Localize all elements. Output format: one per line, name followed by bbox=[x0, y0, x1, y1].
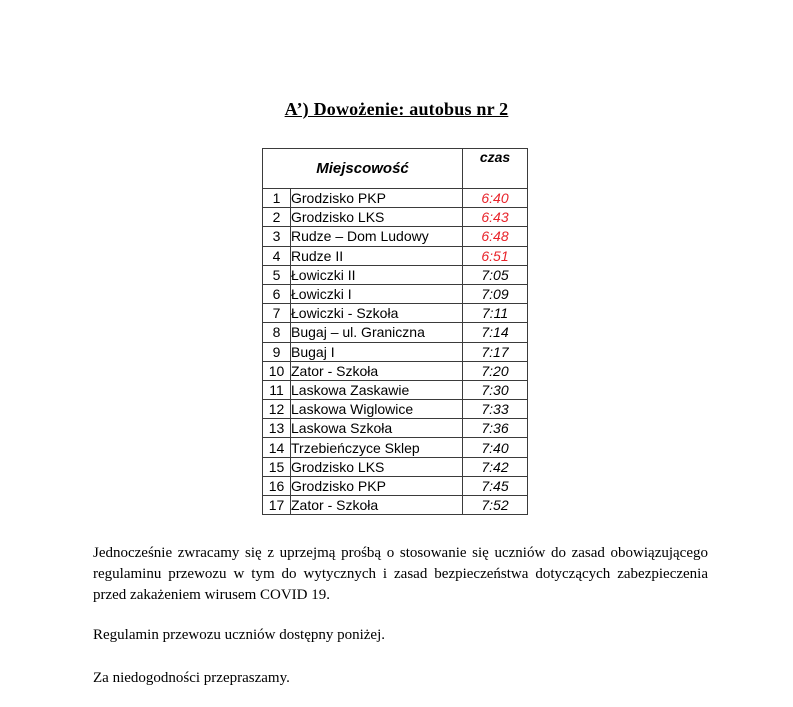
table-row bbox=[263, 323, 528, 342]
row-number: 12 bbox=[263, 400, 291, 419]
row-time: 7:14 bbox=[463, 323, 528, 342]
row-number: 5 bbox=[263, 265, 291, 284]
header-czas: czas bbox=[463, 149, 528, 189]
table-row bbox=[263, 265, 528, 284]
row-number: 1 bbox=[263, 189, 291, 208]
paragraph-apology: Za niedogodności przepraszamy. bbox=[93, 670, 290, 686]
row-number: 14 bbox=[263, 438, 291, 457]
row-place: Grodzisko LKS bbox=[291, 208, 463, 227]
row-time: 7:30 bbox=[463, 380, 528, 399]
row-place: Rudze – Dom Ludowy bbox=[291, 227, 463, 246]
row-place: Rudze II bbox=[291, 246, 463, 265]
row-time: 7:52 bbox=[463, 496, 528, 515]
header-row bbox=[263, 149, 528, 189]
row-number: 9 bbox=[263, 342, 291, 361]
row-time: 6:51 bbox=[463, 246, 528, 265]
row-time: 7:36 bbox=[463, 419, 528, 438]
row-time: 7:20 bbox=[463, 361, 528, 380]
row-time: 7:33 bbox=[463, 400, 528, 419]
row-place: Łowiczki - Szkoła bbox=[291, 304, 463, 323]
row-time: 7:45 bbox=[463, 476, 528, 495]
row-number: 7 bbox=[263, 304, 291, 323]
table-row bbox=[263, 304, 528, 323]
schedule-table bbox=[262, 148, 528, 515]
row-number: 11 bbox=[263, 380, 291, 399]
row-number: 8 bbox=[263, 323, 291, 342]
row-place: Laskowa Wiglowice bbox=[291, 400, 463, 419]
schedule-tbody bbox=[263, 189, 528, 515]
row-number: 10 bbox=[263, 361, 291, 380]
table-row bbox=[263, 457, 528, 476]
row-place: Grodzisko LKS bbox=[291, 457, 463, 476]
header-miejscowosc: Miejscowość bbox=[263, 149, 463, 189]
row-time: 7:42 bbox=[463, 457, 528, 476]
table-row bbox=[263, 380, 528, 399]
table-row bbox=[263, 246, 528, 265]
row-time: 6:40 bbox=[463, 189, 528, 208]
row-number: 3 bbox=[263, 227, 291, 246]
row-place: Bugaj – ul. Graniczna bbox=[291, 323, 463, 342]
row-number: 2 bbox=[263, 208, 291, 227]
row-number: 6 bbox=[263, 284, 291, 303]
table-row bbox=[263, 189, 528, 208]
row-place: Zator - Szkoła bbox=[291, 361, 463, 380]
table-row bbox=[263, 419, 528, 438]
row-time: 7:11 bbox=[463, 304, 528, 323]
paragraph-covid-notice: Jednocześnie zwracamy się z uprzejmą prośbą o stosowanie się uczniów do zasad obowiązującego regulaminu przewozu w tym do wytycznych i zasad bezpieczeństwa dotyczących zabezpieczenia przed zakażeniem wirusem COVID 19. bbox=[93, 545, 708, 603]
row-number: 16 bbox=[263, 476, 291, 495]
table-row bbox=[263, 361, 528, 380]
table-row bbox=[263, 438, 528, 457]
row-place: Trzebieńczyce Sklep bbox=[291, 438, 463, 457]
row-time: 6:48 bbox=[463, 227, 528, 246]
row-place: Zator - Szkoła bbox=[291, 496, 463, 515]
row-time: 7:09 bbox=[463, 284, 528, 303]
row-place: Laskowa Zaskawie bbox=[291, 380, 463, 399]
table-row bbox=[263, 227, 528, 246]
row-time: 7:05 bbox=[463, 265, 528, 284]
table-row bbox=[263, 284, 528, 303]
paragraph-regulamin: Regulamin przewozu uczniów dostępny poniżej. bbox=[93, 627, 386, 643]
table-row bbox=[263, 476, 528, 495]
table-row bbox=[263, 400, 528, 419]
table-row bbox=[263, 496, 528, 515]
row-place: Laskowa Szkoła bbox=[291, 419, 463, 438]
row-time: 7:17 bbox=[463, 342, 528, 361]
row-place: Łowiczki I bbox=[291, 284, 463, 303]
row-place: Łowiczki II bbox=[291, 265, 463, 284]
row-place: Grodzisko PKP bbox=[291, 476, 463, 495]
row-number: 15 bbox=[263, 457, 291, 476]
row-number: 17 bbox=[263, 496, 291, 515]
row-place: Bugaj I bbox=[291, 342, 463, 361]
page-title: A’) Dowożenie: autobus nr 2 bbox=[284, 99, 509, 119]
footer-paragraphs bbox=[93, 543, 708, 689]
table-row bbox=[263, 342, 528, 361]
row-number: 13 bbox=[263, 419, 291, 438]
row-place: Grodzisko PKP bbox=[291, 189, 463, 208]
row-time: 7:40 bbox=[463, 438, 528, 457]
table-row bbox=[263, 208, 528, 227]
row-time: 6:43 bbox=[463, 208, 528, 227]
row-number: 4 bbox=[263, 246, 291, 265]
